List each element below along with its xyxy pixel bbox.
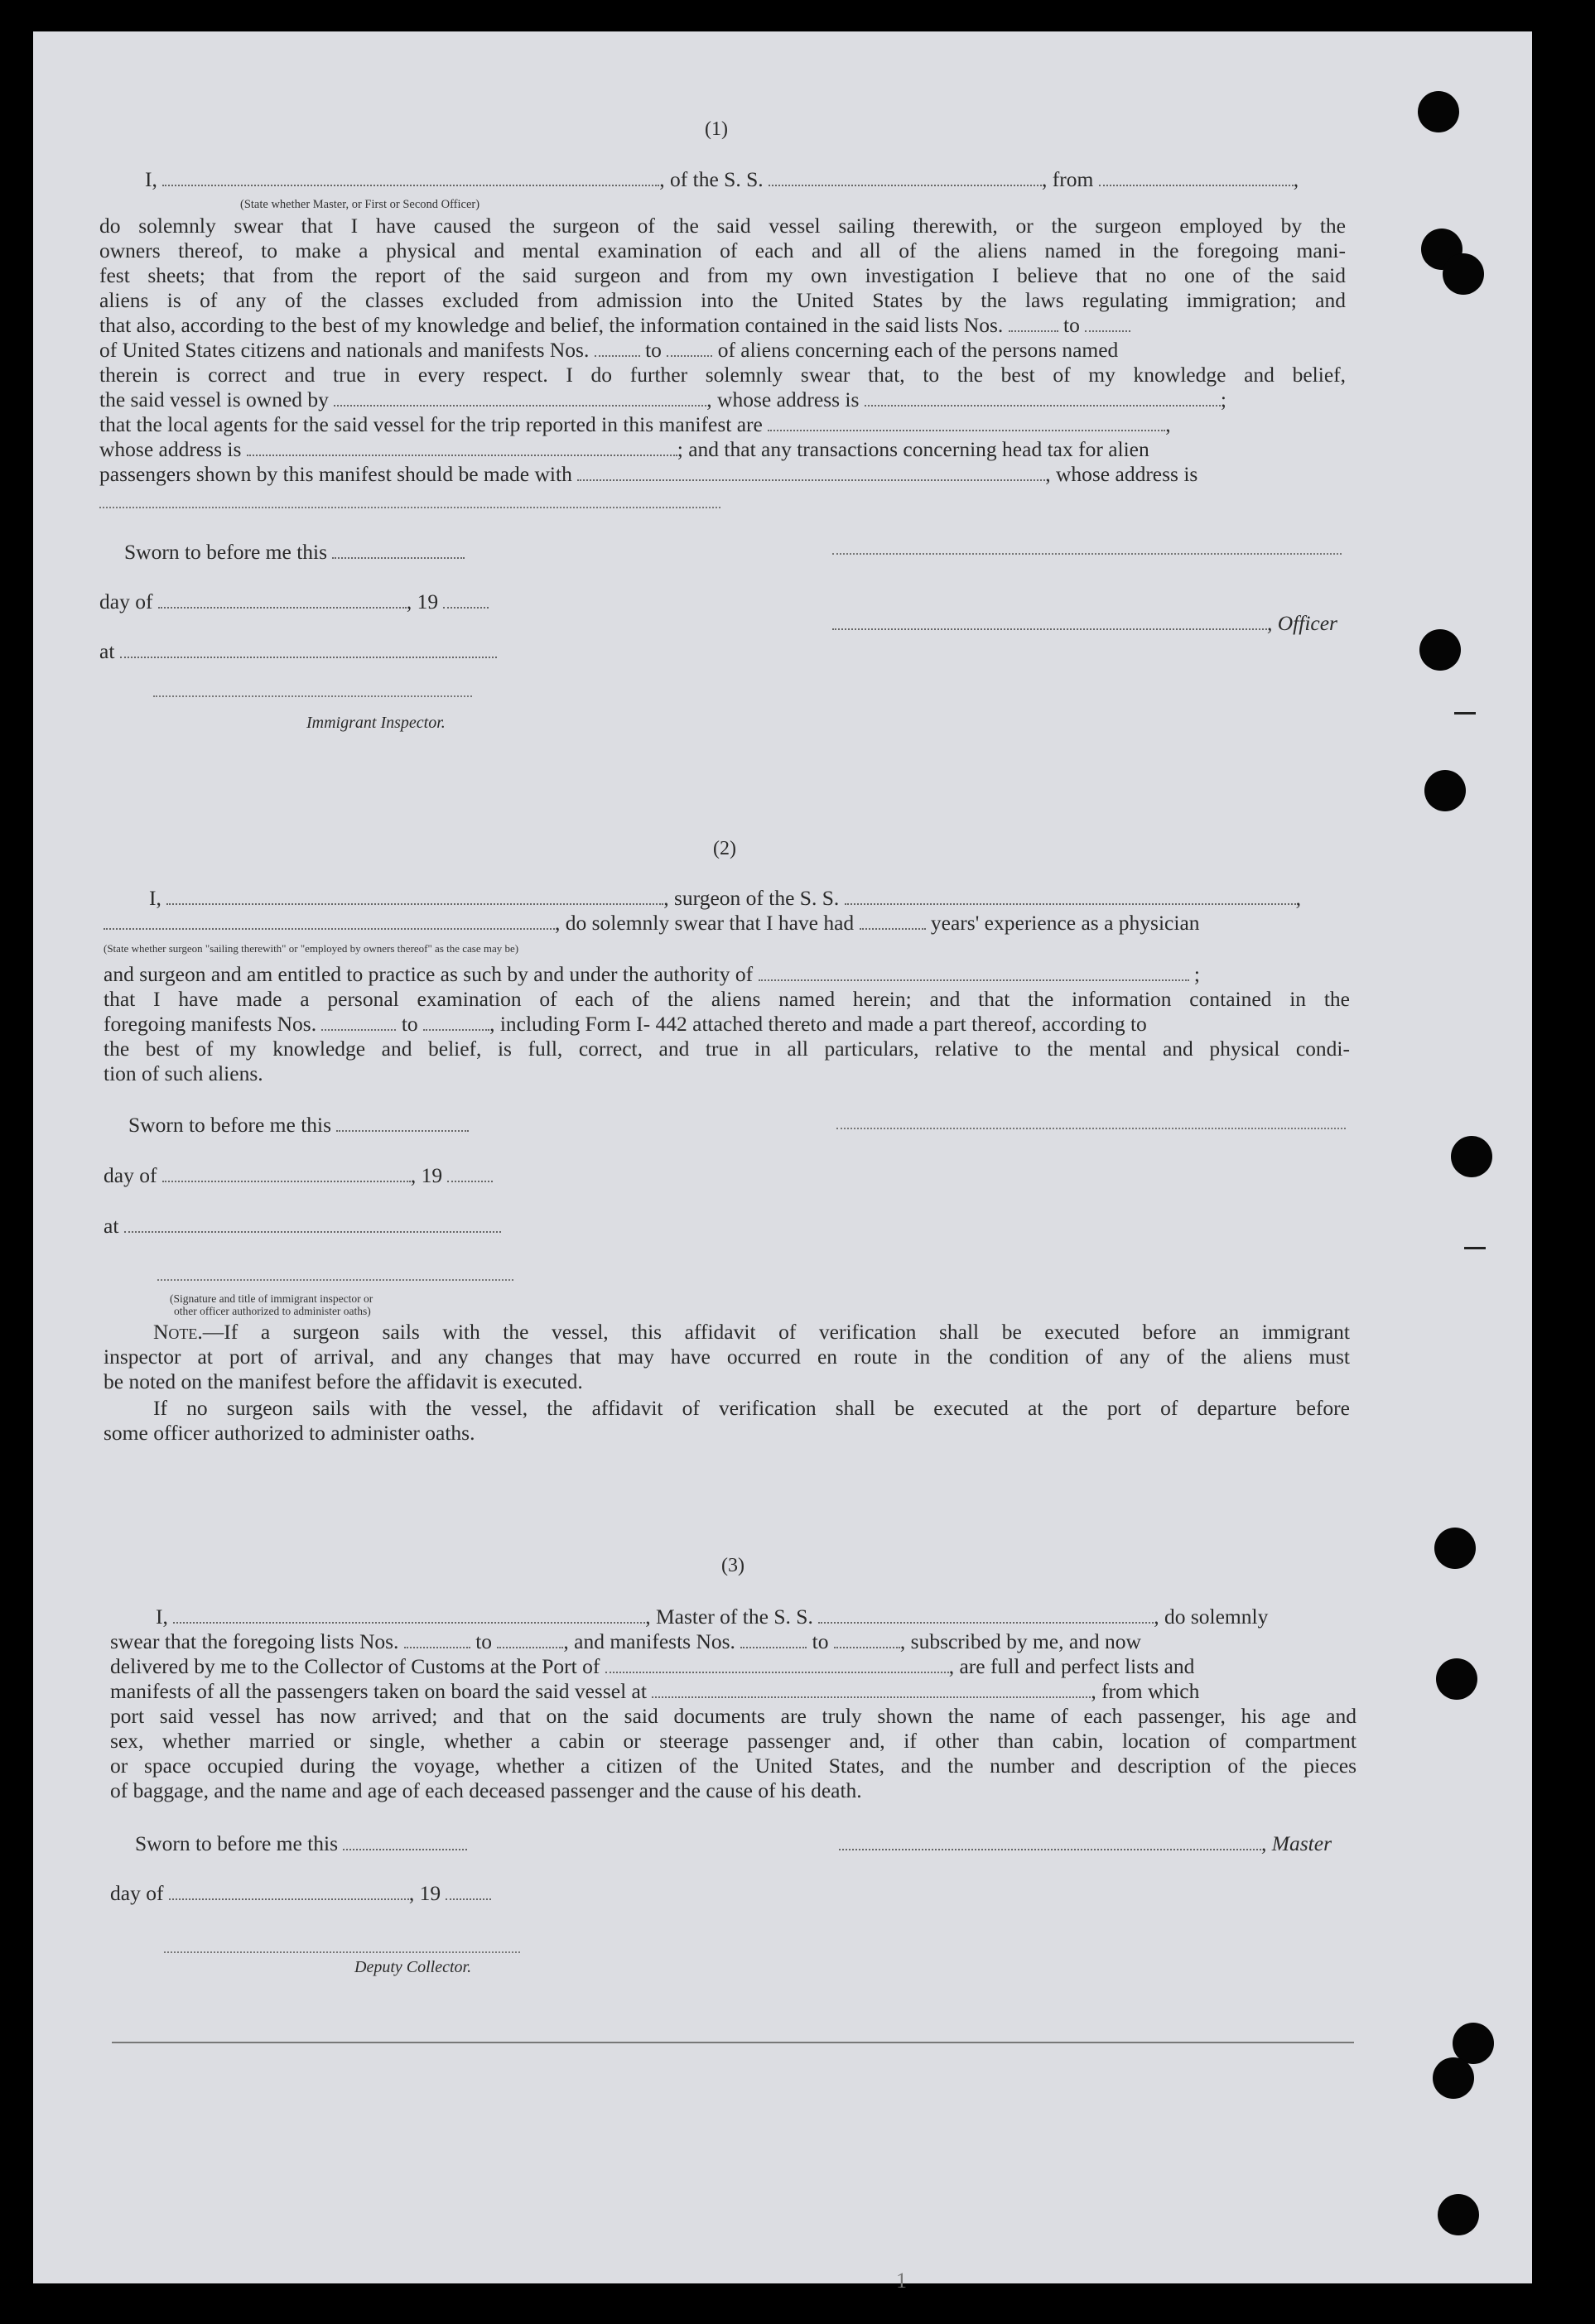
paragraph-line: port said vessel has now arrived; and that on the said documents are truly shown the name of each passenger, his age and [110, 1704, 1356, 1728]
year-field[interactable] [447, 1164, 493, 1182]
paragraph-line: aliens is of any of the classes excluded from admission into the United States by the laws regulating immigration; and [99, 288, 1346, 312]
note-text: be noted on the manifest before the affidavit is executed. [104, 1369, 583, 1393]
binder-hole [1433, 2057, 1474, 2099]
officer-signature-field[interactable] [832, 612, 1267, 630]
section-number: (1) [705, 118, 728, 140]
note-text: If no surgeon sails with the vessel, the affidavit of verification shall be executed at the port of departure before [153, 1396, 1350, 1420]
experience-years-field[interactable] [860, 912, 926, 930]
paragraph-line: that I have made a personal examination of each of the aliens named herein; and that the information contained in the [104, 987, 1350, 1011]
agents-address-field[interactable] [247, 438, 677, 456]
manifest-to-field[interactable] [667, 339, 712, 357]
binder-hole [1436, 1658, 1477, 1700]
section-number: (3) [721, 1555, 744, 1576]
bottom-rule [112, 2042, 1354, 2043]
paragraph-line: do solemnly swear that I have caused the surgeon of the said vessel sailing therewith, or the surgeon employed by the [99, 214, 1346, 238]
binder-hole [1443, 253, 1484, 295]
inspector-signature-line[interactable] [157, 1279, 513, 1281]
boarding-port-field[interactable] [652, 1680, 1091, 1698]
manifest-from-field[interactable] [740, 1630, 807, 1648]
binder-hole [1434, 1528, 1476, 1569]
surgeon-signature-line[interactable] [836, 1128, 1346, 1129]
head-tax-party-field[interactable] [577, 463, 1045, 481]
day-of-field[interactable] [169, 1882, 409, 1900]
surgeon-caption: (State whether surgeon "sailing therewith" or "employed by owners thereof" as the case may be) [104, 942, 519, 955]
day-of-field[interactable] [158, 590, 407, 609]
surgeon-manifest-to-field[interactable] [423, 1013, 489, 1031]
lists-from-field[interactable] [1009, 314, 1058, 332]
owner-address-field[interactable] [865, 388, 1221, 407]
page-mark: 1 [896, 2269, 909, 2293]
customs-port-field[interactable] [605, 1655, 949, 1673]
signer-title: Immigrant Inspector. [306, 714, 446, 732]
section-number: (2) [713, 838, 736, 859]
note-text: —If a surgeon sails with the vessel, this affidavit of verification shall be executed before an immigrant [202, 1320, 1350, 1344]
binder-hole [1424, 770, 1466, 811]
year-field[interactable] [443, 590, 489, 609]
surgeon-status-field[interactable] [104, 912, 555, 930]
at-place-field[interactable] [120, 640, 497, 658]
lists-from-field[interactable] [404, 1630, 470, 1648]
surgeon-name-field[interactable] [166, 887, 663, 905]
lists-to-field[interactable] [1085, 314, 1130, 332]
inspector-signature-line[interactable] [153, 695, 472, 697]
paragraph-line: sex, whether married or single, whether a cabin or steerage passenger and, if other than cabin, location of compartment [110, 1729, 1356, 1753]
lists-to-field[interactable] [497, 1630, 563, 1648]
authority-field[interactable] [759, 963, 1189, 981]
signer-caption: other officer authorized to administer oaths) [174, 1305, 371, 1317]
at-place-field[interactable] [124, 1215, 501, 1233]
master-vessel-field[interactable] [818, 1605, 1154, 1624]
signer-title: Deputy Collector. [354, 1958, 472, 1976]
address-line[interactable] [99, 507, 720, 508]
master-signature-line[interactable] [832, 553, 1342, 555]
year-field[interactable] [446, 1882, 491, 1900]
paragraph-line: tion of such aliens. [104, 1061, 263, 1085]
edge-mark [1454, 712, 1476, 715]
surgeon-vessel-field[interactable] [845, 887, 1296, 905]
vessel-name-field[interactable] [769, 168, 1042, 186]
sworn-date-field[interactable] [336, 1114, 469, 1132]
officer-name-field[interactable] [162, 168, 659, 186]
note-text: some officer authorized to administer oaths. [104, 1421, 475, 1445]
surgeon-manifest-from-field[interactable] [321, 1013, 396, 1031]
sworn-date-field[interactable] [332, 541, 465, 559]
master-name-field[interactable] [173, 1605, 645, 1624]
binder-hole [1451, 1136, 1492, 1177]
day-of-field[interactable] [162, 1164, 411, 1182]
paragraph-line: the best of my knowledge and belief, is full, correct, and true in all particulars, relative to the mental and physical condi- [104, 1037, 1350, 1061]
binder-hole [1438, 2194, 1479, 2235]
manifest-to-field[interactable] [834, 1630, 900, 1648]
paragraph-line: or space occupied during the voyage, whether a citizen of the United States, and the number and description of the pieces [110, 1754, 1356, 1778]
signer-caption: (Signature and title of immigrant inspector or [170, 1292, 373, 1305]
paragraph-line: fest sheets; that from the report of the said surgeon and from my own investigation I believe that no one of the said [99, 263, 1346, 287]
owner-field[interactable] [334, 388, 706, 407]
sworn-date-field[interactable] [343, 1832, 467, 1850]
note-label: Note. [153, 1320, 203, 1344]
agents-field[interactable] [768, 413, 1165, 431]
note-text: inspector at port of arrival, and any changes that may have occurred en route in the condition of any of the aliens must [104, 1345, 1350, 1369]
master-signature-field[interactable] [839, 1832, 1261, 1850]
collector-signature-line[interactable] [164, 1951, 520, 1953]
edge-mark [1464, 1247, 1486, 1249]
paragraph-line: owners thereof, to make a physical and mental examination of each and all of the aliens named in the foregoing mani- [99, 238, 1346, 262]
officer-caption: (State whether Master, or First or Second Officer) [240, 198, 480, 211]
binder-hole [1418, 91, 1459, 132]
paragraph-line: of baggage, and the name and age of each deceased passenger and the cause of his death. [110, 1778, 862, 1802]
from-port-field[interactable] [1099, 168, 1294, 186]
paragraph-line: therein is correct and true in every respect. I do further solemnly swear that, to the best of my knowledge and belief, [99, 363, 1346, 387]
binder-hole [1419, 629, 1461, 671]
manifest-from-field[interactable] [595, 339, 640, 357]
